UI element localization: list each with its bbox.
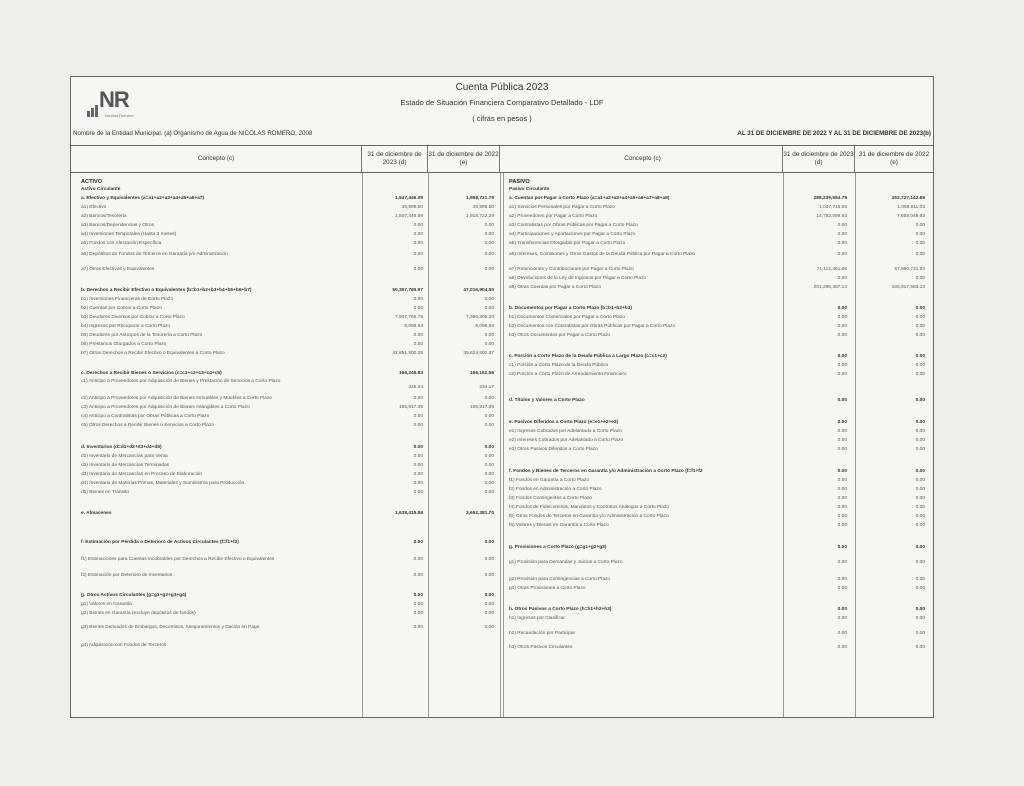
left-value-2022: 0.00	[484, 414, 494, 419]
right-value-2022: 0.00	[915, 487, 925, 492]
right-row-label: b1) Documentos Comerciales por Pagar a Corto Plazo	[509, 315, 625, 320]
right-value-2022: 0.00	[915, 645, 925, 650]
left-value-2022: 0.00	[484, 481, 494, 486]
right-value-2023: 0.00	[837, 523, 847, 528]
right-value-2023: 0.00	[837, 420, 847, 425]
divider	[428, 173, 429, 717]
right-value-2023: 0.00	[837, 514, 847, 519]
left-row-label: c4) Anticipo a Contratistas por Obras Públicas a Corto Plazo	[81, 414, 210, 419]
divider	[855, 173, 856, 717]
left-row-label: b6) Préstamos Otorgados a Corto Plazo	[81, 342, 167, 347]
right-row-label: a9) Otras Cuentas por Pagar a Corto Plazo	[509, 285, 601, 290]
left-row-label: b. Derechos a Recibir Efectivo o Equivalentes (b=b1+b2+b3+b4+b5+b6+b7)	[81, 288, 252, 293]
left-row-label: b3) Deudores Diversos por Cobrar a Corto Plazo	[81, 315, 185, 320]
right-value-2022: 0.00	[915, 438, 925, 443]
left-value-2022: 1,958,721.79	[465, 196, 494, 201]
left-row-label: Activo Circulante	[81, 187, 121, 192]
right-value-2022: 0.00	[915, 607, 925, 612]
right-value-2023: 0.00	[837, 487, 847, 492]
right-value-2022: 0.00	[915, 241, 925, 246]
right-value-2022: 0.00	[915, 420, 925, 425]
left-row-label: f2) Estimación por Deterioro de Inventarios	[81, 573, 173, 578]
right-value-2022: 0.00	[915, 276, 925, 281]
right-value-2023: 0.00	[837, 333, 847, 338]
right-row-label: f1) Fondos en Garantía a Corto Plazo	[509, 478, 589, 483]
left-row-label: d3) Inventario de Mercancías en Proceso de Elaboración	[81, 472, 203, 477]
right-row-label: a4) Participaciones y Aportaciones por Pagar a Corto Plazo	[509, 232, 636, 237]
right-value-2022: 0.00	[915, 545, 925, 550]
left-row-label: a. Efectivo y Equivalentes (a=a1+a2+a3+a4+a5+a6+a7)	[81, 196, 205, 201]
left-value-2022: 0.00	[484, 241, 494, 246]
left-value-2023: 0.00	[413, 414, 423, 419]
left-value-2023: 166,245.83	[398, 371, 423, 376]
right-value-2022: 185,917,583.13	[891, 285, 925, 290]
right-row-label: c. Porción a Corto Plazo de la Deuda Pública a Largo Plazo (c=c1+c2)	[509, 354, 667, 359]
left-value-2022: 0.00	[484, 557, 494, 562]
left-row-label: d1) Inventario de Mercancías para Venta	[81, 454, 168, 459]
right-value-2023: 0.00	[837, 478, 847, 483]
report-body	[71, 173, 933, 717]
left-value-2023: 0.00	[413, 454, 423, 459]
right-row-label: f. Fondos y Bienes de Terceros en Garantía y/o Administración a Corto Plazo (f=f1+f2	[509, 469, 703, 474]
left-row-label: g1) Valores en Garantía	[81, 602, 132, 607]
right-row-label: h1) Ingresos por Clasificar	[509, 616, 565, 621]
right-value-2022: 0.00	[915, 478, 925, 483]
right-value-2022: 0.00	[915, 447, 925, 452]
right-row-label: a5) Transferencias Otorgadas por Pagar a Corto Plazo	[509, 241, 626, 246]
left-row-label: d2) Inventario de Mercancías Terminadas	[81, 463, 170, 468]
right-value-2022: 0.00	[915, 223, 925, 228]
right-row-label: e1) Ingresos Cobrados por Adelantado a Corto Plazo	[509, 429, 622, 434]
right-value-2023: 0.00	[837, 616, 847, 621]
right-value-2022: 0.00	[915, 469, 925, 474]
right-row-label: e2) Intereses Cobrados por Adelantado a Corto Plazo	[509, 438, 624, 443]
left-row-label: g2) Bienes en Garantía (excluye depósitos de fondos)	[81, 611, 196, 616]
right-value-2023: 0.00	[837, 398, 847, 403]
left-value-2022: 7,386,305.20	[465, 315, 494, 320]
left-value-2023: 0.00	[413, 241, 423, 246]
left-value-2023: 0.00	[413, 593, 423, 598]
right-row-label: e3) Otros Pasivos Diferidos a Corto Plazo	[509, 447, 598, 452]
right-row-label: b2) Documentos con Contratistas por Obras Públicas por Pagar a Corto Plazo	[509, 324, 676, 329]
right-row-label: a. Cuentas por Pagar a Corto Plazo (a=a1+a2+a3+a4+a5+a6+a7+a8+a9)	[509, 196, 670, 201]
right-value-2023: 0.00	[837, 607, 847, 612]
right-value-2023: 0.00	[837, 545, 847, 550]
left-value-2022: 0.00	[484, 454, 494, 459]
right-value-2022: 0.00	[915, 631, 925, 636]
right-value-2022: 252,727,142.69	[891, 196, 925, 201]
left-value-2023: 0.00	[413, 267, 423, 272]
left-value-2022: 0.00	[484, 573, 494, 578]
right-value-2022: 0.00	[915, 577, 925, 582]
left-row-label: b7) Otros Derechos a Recibir Efectivo o Equivalentes a Corto Plazo	[81, 351, 225, 356]
left-value-2023: 0.00	[413, 396, 423, 401]
left-value-2022: 47,016,904.50	[463, 288, 494, 293]
left-value-2022: 0.00	[484, 396, 494, 401]
logo-subtext: Nicolas Romero	[105, 113, 134, 118]
right-value-2023: 0.00	[837, 496, 847, 501]
left-row-label: g. Otros Activos Circulantes (g=g1+g2+g3+g4)	[81, 593, 187, 598]
left-value-2022: 0.00	[484, 252, 494, 257]
left-value-2022: 0.00	[484, 472, 494, 477]
right-value-2022: 0.00	[915, 315, 925, 320]
left-row-label: d. Inventarios (d=d1+d2+d3+d4+d5)	[81, 445, 162, 450]
left-row-label: a4) Inversiones Temporales (Hasta 3 meses)	[81, 232, 177, 237]
left-row-label: g4) Adquisición con Fondos de Terceros	[81, 643, 167, 648]
right-value-2022: 0.00	[915, 252, 925, 257]
left-value-2023: 7,507,766.79	[394, 315, 423, 320]
left-value-2022: 39,624,502.37	[463, 351, 494, 356]
left-value-2023: 1,638,415.88	[394, 511, 423, 516]
right-row-label: h2) Recaudación por Participar	[509, 631, 576, 636]
right-value-2022: 0.00	[915, 324, 925, 329]
report-title: Cuenta Pública 2023	[455, 82, 549, 93]
left-value-2023: 0.00	[413, 490, 423, 495]
left-value-2023: 0.00	[413, 223, 423, 228]
left-value-2022: 0.00	[484, 540, 494, 545]
left-row-label: c3) Anticipo a Proveedores por Adquisición de Bienes Intangibles a Corto Plazo	[81, 405, 250, 410]
right-value-2023: 0.00	[837, 505, 847, 510]
left-row-label: a5) Fondos con Afectación Específica	[81, 241, 162, 246]
left-value-2022: 8,096.93	[475, 324, 494, 329]
left-row-label: e. Almacenes	[81, 511, 112, 516]
left-value-2023: 0.00	[413, 333, 423, 338]
left-row-label: f1) Estimaciones para Cuentas Incobrables por Derechos a Recibir Efectivo o Equivalentes	[81, 557, 275, 562]
right-row-label: f3) Fondos Contingentes a Corto Plazo	[509, 496, 592, 501]
divider	[783, 173, 784, 717]
right-value-2023: 0.00	[837, 372, 847, 377]
right-row-label: g2) Provisión para Contingencias a Corto Plazo	[509, 577, 611, 582]
right-value-2023: 0.00	[837, 324, 847, 329]
right-value-2022: 0.00	[915, 354, 925, 359]
left-value-2023: 0.00	[413, 573, 423, 578]
left-value-2023: 0.00	[413, 625, 423, 630]
left-value-2022: 0.00	[484, 611, 494, 616]
right-value-2023: 14,792,099.93	[816, 214, 847, 219]
left-value-2022: 0.00	[484, 342, 494, 347]
right-row-label: f6) Valores y Bienes en Garantía a Corto Plazo	[509, 523, 609, 528]
left-value-2023: 0.00	[413, 445, 423, 450]
col-concepto-left: Concepto (c)	[71, 146, 362, 172]
right-value-2023: 0.00	[837, 577, 847, 582]
left-value-2023: 8,096.93	[404, 324, 423, 329]
left-value-2023: 0.00	[413, 252, 423, 257]
left-value-2022: 0.00	[484, 490, 494, 495]
left-row-label: a6) Depósitos de Fondos de Terceros en Garantía y/o Administración	[81, 252, 228, 257]
entity-name: Nombre de la Entidad Municipal. (a) Organismo de Agua de NICOLAS ROMERO, 2008	[73, 130, 313, 137]
left-value-2023: 0.00	[413, 611, 423, 616]
right-value-2023: 0.00	[837, 645, 847, 650]
right-row-label: a6) Intereses, Comisiones y Otros Gastos de la Deuda Pública por Pagar a Corto Plazo	[509, 252, 696, 257]
right-value-2023: 0.00	[837, 447, 847, 452]
left-row-label: g3) Bienes Derivados de Embargos, Decomisos, Aseguramientos y Dación en Pago	[81, 625, 260, 630]
right-value-2022: 0.00	[915, 306, 925, 311]
left-value-2023: 0.00	[413, 557, 423, 562]
left-value-2023: 1,547,446.09	[394, 196, 423, 201]
report-subtitle: Estado de Situación Financiera Comparativo Detallado - LDF	[400, 98, 604, 107]
left-value-2022: 0.00	[484, 602, 494, 607]
right-value-2022: 0.00	[915, 616, 925, 621]
left-row-label: c. Derechos a Recibir Bienes o Servicios (c=c1+c2+c3+c4+c5)	[81, 371, 222, 376]
left-value-2022: 0.00	[484, 232, 494, 237]
left-row-label: ACTIVO	[81, 179, 103, 185]
left-value-2023: 0.00	[413, 297, 423, 302]
left-row-label: a1) Efectivo	[81, 205, 107, 210]
right-value-2023: 0.00	[837, 241, 847, 246]
right-value-2023: 0.00	[837, 232, 847, 237]
divider	[503, 173, 504, 717]
divider	[500, 173, 501, 717]
right-value-2022: 0.00	[915, 363, 925, 368]
right-row-label: b. Documentos por Pagar a Corto Plazo (b=b1+b2+b3)	[509, 306, 633, 311]
right-value-2023: 201,296,387.14	[813, 285, 847, 290]
left-row-label: c5) Otros Derechos a Recibir Bienes o Servicios a Corto Plazo	[81, 423, 215, 428]
left-value-2023: 0.00	[413, 232, 423, 237]
left-row-label: c2) Anticipo a Proveedores por Adquisición de Bienes Inmuebles y Muebles a Corto Plazo	[81, 396, 272, 401]
right-row-label: f5) Otros Fondos de Terceros en Garantía y/o Administración a Corto Plazo	[509, 514, 669, 519]
col-2022-left: 31 de diciembre de 2022 (e)	[428, 146, 500, 172]
right-row-label: g. Provisiones a Corto Plazo (g=g1+g2+g3)	[509, 545, 607, 550]
left-row-label: c1) Anticipo a Proveedores por Adquisición de Bienes y Prestación de Servicios a Corto Plazo	[81, 379, 281, 384]
right-row-label: h. Otros Pasivos a Corto Plazo (h=h1+h2+h3)	[509, 607, 612, 612]
report-period: AL 31 DE DICIEMBRE DE 2022 Y AL 31 DE DICIEMBRE DE 2023(b)	[737, 130, 931, 137]
right-row-label: Pasivo Circulante	[509, 187, 550, 192]
divider	[362, 173, 363, 717]
right-value-2022: 0.00	[915, 586, 925, 591]
left-value-2022: 0.00	[484, 463, 494, 468]
left-row-label: b1) Inversiones Financieras de Corto Plazo	[81, 297, 173, 302]
left-value-2023: 326.44	[408, 385, 423, 390]
column-header-row	[71, 145, 933, 173]
right-value-2023: 0.00	[837, 429, 847, 434]
right-value-2023: 0.00	[837, 223, 847, 228]
right-value-2023: 0.00	[837, 469, 847, 474]
right-value-2023: 0.00	[837, 252, 847, 257]
right-row-label: PASIVO	[509, 179, 530, 185]
right-row-label: a3) Contratistas por Obras Públicas por Pagar a Corto Plazo	[509, 223, 638, 228]
left-row-label: d5) Bienes en Tránsito	[81, 490, 129, 495]
right-value-2023: 0.00	[837, 354, 847, 359]
right-value-2022: 7,669,049.63	[896, 214, 925, 219]
right-value-2023: 288,239,554.79	[813, 196, 847, 201]
left-value-2022: 0.00	[484, 593, 494, 598]
col-2023-right: 31 de diciembre de 2023 (d)	[783, 146, 855, 172]
col-concepto-right: Concepto (c)	[503, 146, 783, 172]
left-row-label: b4) Ingresos por Recuperar a Corto Plazo	[81, 324, 171, 329]
left-value-2023: 0.00	[413, 540, 423, 545]
col-2022-right: 31 de diciembre de 2022 (e)	[858, 151, 930, 166]
left-value-2023: 50,367,765.97	[392, 288, 423, 293]
right-row-label: a2) Proveedores por Pagar a Corto Plazo	[509, 214, 598, 219]
left-value-2022: 0.00	[484, 333, 494, 338]
right-value-2022: 0.00	[915, 372, 925, 377]
right-row-label: e. Pasivos Diferidos a Corto Plazo (e=e1+e2+e3)	[509, 420, 619, 425]
right-value-2023: 1,037,715.95	[818, 205, 847, 210]
left-value-2023: 39,999.50	[401, 205, 423, 210]
left-value-2022: 0.00	[484, 423, 494, 428]
left-value-2022: 0.00	[484, 267, 494, 272]
right-row-label: f2) Fondos en Administración a Corto Plazo	[509, 487, 602, 492]
left-value-2023: 165,917.39	[398, 405, 423, 410]
right-value-2023: 0.00	[837, 631, 847, 636]
right-row-label: a8) Devoluciones de la Ley de Ingresos por Pagar a Corto Plazo	[509, 276, 647, 281]
logo-text: NR	[99, 87, 129, 112]
right-value-2022: 0.00	[915, 560, 925, 565]
right-value-2023: 0.00	[837, 315, 847, 320]
right-value-2022: 0.00	[915, 398, 925, 403]
report-header	[71, 77, 933, 139]
right-row-label: g1) Provisión para Demandas y Juicios a Corto Plazo	[509, 560, 623, 565]
right-row-label: a7) Retenciones y Contribuciones por Pagar a Corto Plazo	[509, 267, 634, 272]
right-value-2023: 0.00	[837, 438, 847, 443]
right-row-label: c1) Porción a Corto Plazo de la Deuda Pública	[509, 363, 608, 368]
right-value-2022: 0.00	[915, 523, 925, 528]
left-value-2022: 234.17	[479, 385, 494, 390]
right-row-label: b3) Otros Documentos por Pagar a Corto Plazo	[509, 333, 611, 338]
left-row-label: a3) Bancos/Dependencias y Otros	[81, 223, 155, 228]
left-value-2022: 0.00	[484, 297, 494, 302]
left-value-2023: 0.00	[413, 463, 423, 468]
right-value-2022: 57,980,731.93	[894, 267, 925, 272]
left-value-2022: 166,151.56	[469, 371, 494, 376]
right-value-2022: 0.00	[915, 505, 925, 510]
left-row-label: a7) Otros Efectivos y Equivalentes	[81, 267, 155, 272]
left-value-2022: 0.00	[484, 223, 494, 228]
right-row-label: g3) Otras Provisiones a Corto Plazo	[509, 586, 586, 591]
right-row-label: a1) Servicios Personales por Pagar a Corto Plazo	[509, 205, 615, 210]
left-value-2023: 0.00	[413, 423, 423, 428]
right-value-2023: 71,112,461.06	[816, 267, 847, 272]
right-row-label: d. Títulos y Valores a Corto Plazo	[509, 398, 585, 403]
left-value-2022: 0.00	[484, 625, 494, 630]
left-value-2023: 0.00	[413, 342, 423, 347]
left-row-label: b5) Deudores por Anticipos de la Tesorería a Corto Plazo	[81, 333, 203, 338]
left-value-2023: 0.00	[413, 472, 423, 477]
report-units: ( cifras en pesos )	[472, 114, 532, 123]
left-row-label: d4) Inventario de Materias Primas, Materiales y Suministros para Producción	[81, 481, 245, 486]
right-value-2022: 0.00	[915, 333, 925, 338]
right-value-2023: 0.00	[837, 363, 847, 368]
right-value-2022: 0.00	[915, 514, 925, 519]
right-value-2022: 0.00	[915, 496, 925, 501]
left-value-2022: 39,999.50	[472, 205, 494, 210]
left-value-2023: 1,507,446.59	[394, 214, 423, 219]
report-page	[70, 76, 934, 718]
right-value-2023: 0.00	[837, 586, 847, 591]
left-value-2023: 42,851,900.25	[392, 351, 423, 356]
left-row-label: a2) Bancos/Tesorería	[81, 214, 127, 219]
left-value-2023: 0.00	[413, 306, 423, 311]
col-2023-left: 31 de diciembre de 2023 (d)	[362, 146, 428, 172]
left-row-label: b2) Cuentas por Cobrar a Corto Plazo	[81, 306, 162, 311]
left-row-label: f. Estimación por Pérdida o Deterioro de Activos Circulantes (f=f1+f2)	[81, 540, 239, 545]
right-value-2022: 1,059,811.03	[897, 205, 925, 210]
left-value-2022: 165,917.39	[469, 405, 494, 410]
right-value-2023: 0.00	[837, 560, 847, 565]
right-value-2023: 0.00	[837, 306, 847, 311]
left-value-2023: 0.00	[413, 602, 423, 607]
right-row-label: c2) Porción a Corto Plazo de Arrendamiento Financiero	[509, 372, 627, 377]
right-value-2022: 0.00	[915, 429, 925, 434]
left-value-2022: 3,652,381.70	[465, 511, 494, 516]
left-value-2022: 0.00	[484, 445, 494, 450]
left-value-2022: 0.00	[484, 306, 494, 311]
right-row-label: h3) Otros Pasivos Circulantes	[509, 645, 573, 650]
left-value-2022: 1,918,722.29	[465, 214, 494, 219]
right-row-label: f4) Fondos de Fideicomisos, Mandatos y Contratos Análogos a Corto Plazo	[509, 505, 669, 510]
left-value-2023: 0.00	[413, 481, 423, 486]
right-value-2023: 0.00	[837, 276, 847, 281]
right-value-2022: 0.00	[915, 232, 925, 237]
